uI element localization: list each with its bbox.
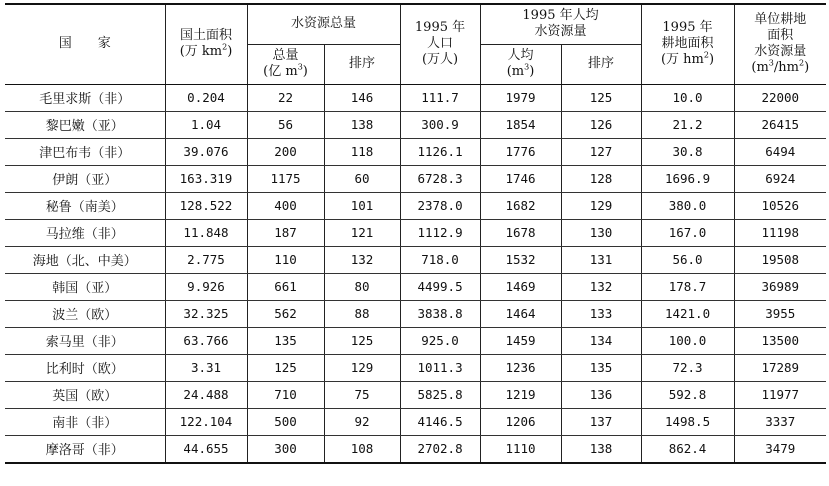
cell-per-capita: 1746: [480, 165, 561, 192]
cell-per-capita: 1459: [480, 327, 561, 354]
table-row: [5, 327, 826, 354]
cell-water-per-arable: 6494: [734, 138, 826, 165]
cell-water-per-arable: 13500: [734, 327, 826, 354]
header-country: [5, 4, 165, 84]
table-body: [5, 84, 826, 463]
header-population-line2: 人口: [427, 36, 454, 52]
cell-water-total: 200: [247, 138, 324, 165]
header-water-total-group-label: 水资源总量: [291, 16, 357, 32]
header-land-area-line2: [166, 44, 247, 60]
cell-land-area: 44.655: [165, 435, 247, 463]
header-unit-hm: /hm: [773, 60, 799, 76]
cell-country: 南非（非）: [5, 408, 165, 435]
header-per-capita-rank: [561, 44, 641, 84]
cell-water-rank: 75: [324, 381, 400, 408]
header-unit-line4: [735, 60, 827, 76]
cell-per-capita-rank: 125: [561, 84, 641, 111]
cell-water-rank: 121: [324, 219, 400, 246]
cell-water-total: 125: [247, 354, 324, 381]
table-row: [5, 408, 826, 435]
cell-land-area: 11.848: [165, 219, 247, 246]
cell-arable: 592.8: [641, 381, 734, 408]
cell-population: 1112.9: [400, 219, 480, 246]
cell-water-total: 22: [247, 84, 324, 111]
cell-arable: 178.7: [641, 273, 734, 300]
cell-per-capita-rank: 137: [561, 408, 641, 435]
table-row: [5, 381, 826, 408]
cell-population: 4146.5: [400, 408, 480, 435]
cell-water-total: 135: [247, 327, 324, 354]
header-water-per-arable: [734, 4, 826, 84]
header-country-label: 国 家: [58, 36, 111, 52]
cell-water-total: 1175: [247, 165, 324, 192]
header-arable-close: ): [708, 52, 715, 68]
cell-water-rank: 92: [324, 408, 400, 435]
cell-water-per-arable: 19508: [734, 246, 826, 273]
header-unit-line2: 面积: [767, 28, 794, 44]
cell-land-area: 163.319: [165, 165, 247, 192]
cell-country: 津巴布韦（非）: [5, 138, 165, 165]
cell-water-total: 500: [247, 408, 324, 435]
header-per-capita-amount-sup: 3: [524, 62, 530, 72]
header-land-area: [165, 4, 247, 84]
cell-population: 4499.5: [400, 273, 480, 300]
cell-country: 摩洛哥（非）: [5, 435, 165, 463]
cell-per-capita: 1110: [480, 435, 561, 463]
header-unit-sup2: 2: [798, 58, 805, 68]
header-unit-m: (m: [751, 60, 769, 76]
cell-population: 1126.1: [400, 138, 480, 165]
header-water-total-amount-sup: 3: [297, 62, 303, 72]
cell-country: 海地（北、中美）: [5, 246, 165, 273]
cell-country: 毛里求斯（非）: [5, 84, 165, 111]
cell-water-rank: 138: [324, 111, 400, 138]
header-per-capita-amount-line1: 人均: [507, 48, 534, 63]
cell-water-rank: 80: [324, 273, 400, 300]
cell-water-rank: 101: [324, 192, 400, 219]
header-per-capita-group: [480, 4, 641, 44]
cell-land-area: 32.325: [165, 300, 247, 327]
cell-land-area: 9.926: [165, 273, 247, 300]
header-unit-line3: 水资源量: [754, 44, 807, 60]
table-row: [5, 300, 826, 327]
cell-arable: 1696.9: [641, 165, 734, 192]
cell-per-capita: 1979: [480, 84, 561, 111]
cell-per-capita: 1532: [480, 246, 561, 273]
cell-population: 2378.0: [400, 192, 480, 219]
table-row: [5, 435, 826, 463]
cell-population: 2702.8: [400, 435, 480, 463]
cell-population: 300.9: [400, 111, 480, 138]
cell-land-area: 122.104: [165, 408, 247, 435]
table-row: [5, 111, 826, 138]
header-land-area-close: ): [227, 44, 233, 60]
cell-water-per-arable: 6924: [734, 165, 826, 192]
cell-water-rank: 118: [324, 138, 400, 165]
cell-water-total: 562: [247, 300, 324, 327]
cell-land-area: 1.04: [165, 111, 247, 138]
header-arable-line2: 耕地面积: [661, 36, 714, 52]
header-water-total-rank-label: 排序: [349, 56, 376, 71]
cell-arable: 56.0: [641, 246, 734, 273]
cell-land-area: 128.522: [165, 192, 247, 219]
table-row: [5, 192, 826, 219]
cell-land-area: 24.488: [165, 381, 247, 408]
header-per-capita-amount-line2: [481, 64, 561, 80]
cell-water-rank: 146: [324, 84, 400, 111]
cell-water-per-arable: 11198: [734, 219, 826, 246]
header-per-capita-group-line2: 水资源量: [534, 24, 587, 40]
cell-per-capita: 1854: [480, 111, 561, 138]
header-arable-sup: 2: [703, 50, 709, 60]
cell-population: 3838.8: [400, 300, 480, 327]
header-land-area-line1: 国土面积: [179, 28, 232, 44]
header-unit-line1: 单位耕地: [754, 12, 807, 28]
cell-per-capita-rank: 127: [561, 138, 641, 165]
cell-water-per-arable: 26415: [734, 111, 826, 138]
cell-water-total: 710: [247, 381, 324, 408]
cell-land-area: 0.204: [165, 84, 247, 111]
header-water-total-group: [247, 4, 400, 44]
table-row: [5, 273, 826, 300]
header-arable-line1: 1995 年: [662, 20, 713, 36]
header-population-line3: (万人): [421, 52, 459, 68]
cell-water-rank: 108: [324, 435, 400, 463]
cell-per-capita-rank: 129: [561, 192, 641, 219]
header-per-capita-rank-label: 排序: [588, 56, 615, 71]
cell-arable: 167.0: [641, 219, 734, 246]
cell-country: 韩国（亚）: [5, 273, 165, 300]
cell-water-total: 300: [247, 435, 324, 463]
cell-population: 718.0: [400, 246, 480, 273]
header-water-total-rank: [324, 44, 400, 84]
cell-water-total: 400: [247, 192, 324, 219]
cell-population: 6728.3: [400, 165, 480, 192]
cell-land-area: 2.775: [165, 246, 247, 273]
table-row: [5, 84, 826, 111]
cell-population: 925.0: [400, 327, 480, 354]
cell-water-rank: 125: [324, 327, 400, 354]
cell-per-capita: 1206: [480, 408, 561, 435]
header-unit-sup1: 3: [768, 58, 774, 68]
cell-arable: 1421.0: [641, 300, 734, 327]
cell-country: 波兰（欧）: [5, 300, 165, 327]
header-land-area-unit: (万 km: [179, 44, 223, 60]
cell-arable: 72.3: [641, 354, 734, 381]
cell-per-capita-rank: 133: [561, 300, 641, 327]
header-water-total-amount-close: ): [302, 64, 308, 79]
cell-arable: 1498.5: [641, 408, 734, 435]
cell-arable: 380.0: [641, 192, 734, 219]
header-water-total-amount-line1: 总量: [272, 48, 299, 63]
table-row: [5, 354, 826, 381]
cell-country: 索马里（非）: [5, 327, 165, 354]
water-resources-table: [5, 3, 826, 464]
header-population-1995: [400, 4, 480, 84]
cell-water-per-arable: 3337: [734, 408, 826, 435]
cell-per-capita-rank: 126: [561, 111, 641, 138]
cell-water-per-arable: 36989: [734, 273, 826, 300]
cell-country: 秘鲁（南美）: [5, 192, 165, 219]
header-arable-area: [641, 4, 734, 84]
cell-population: 1011.3: [400, 354, 480, 381]
table-row: [5, 165, 826, 192]
cell-water-per-arable: 11977: [734, 381, 826, 408]
header-per-capita-amount: [480, 44, 561, 84]
table-row: [5, 138, 826, 165]
cell-population: 5825.8: [400, 381, 480, 408]
cell-land-area: 3.31: [165, 354, 247, 381]
cell-arable: 21.2: [641, 111, 734, 138]
cell-water-rank: 60: [324, 165, 400, 192]
header-water-total-amount: [247, 44, 324, 84]
cell-population: 111.7: [400, 84, 480, 111]
cell-water-per-arable: 3955: [734, 300, 826, 327]
cell-water-per-arable: 22000: [734, 84, 826, 111]
cell-water-total: 56: [247, 111, 324, 138]
header-water-total-amount-unit: (亿 m: [263, 64, 298, 79]
table-row: [5, 219, 826, 246]
cell-per-capita: 1682: [480, 192, 561, 219]
cell-water-per-arable: 3479: [734, 435, 826, 463]
cell-water-rank: 132: [324, 246, 400, 273]
cell-water-per-arable: 10526: [734, 192, 826, 219]
cell-per-capita-rank: 136: [561, 381, 641, 408]
cell-country: 马拉维（非）: [5, 219, 165, 246]
header-per-capita-amount-close: ): [529, 64, 535, 79]
table-row: [5, 246, 826, 273]
cell-per-capita: 1776: [480, 138, 561, 165]
cell-water-per-arable: 17289: [734, 354, 826, 381]
header-unit-close: ): [804, 60, 810, 76]
cell-country: 比利时（欧）: [5, 354, 165, 381]
header-population-line1: 1995 年: [414, 20, 466, 36]
cell-per-capita-rank: 138: [561, 435, 641, 463]
header-water-total-amount-line2: [248, 64, 324, 80]
cell-arable: 862.4: [641, 435, 734, 463]
cell-per-capita-rank: 134: [561, 327, 641, 354]
header-land-area-sup: 2: [222, 42, 228, 52]
header-per-capita-group-line1: 1995 年人均: [522, 8, 599, 24]
cell-per-capita: 1236: [480, 354, 561, 381]
header-arable-unit: (万 hm: [660, 52, 704, 68]
cell-water-total: 661: [247, 273, 324, 300]
header-per-capita-amount-unit: (m: [506, 64, 525, 79]
cell-arable: 10.0: [641, 84, 734, 111]
cell-arable: 30.8: [641, 138, 734, 165]
cell-per-capita: 1678: [480, 219, 561, 246]
cell-per-capita-rank: 135: [561, 354, 641, 381]
cell-country: 黎巴嫩（亚）: [5, 111, 165, 138]
cell-per-capita: 1469: [480, 273, 561, 300]
cell-country: 伊朗（亚）: [5, 165, 165, 192]
cell-per-capita-rank: 130: [561, 219, 641, 246]
cell-land-area: 39.076: [165, 138, 247, 165]
cell-country: 英国（欧）: [5, 381, 165, 408]
cell-water-total: 187: [247, 219, 324, 246]
cell-water-rank: 88: [324, 300, 400, 327]
cell-per-capita: 1464: [480, 300, 561, 327]
cell-per-capita-rank: 128: [561, 165, 641, 192]
cell-water-total: 110: [247, 246, 324, 273]
cell-per-capita-rank: 131: [561, 246, 641, 273]
cell-land-area: 63.766: [165, 327, 247, 354]
cell-water-rank: 129: [324, 354, 400, 381]
cell-arable: 100.0: [641, 327, 734, 354]
cell-per-capita: 1219: [480, 381, 561, 408]
header-arable-line3: [642, 52, 734, 68]
cell-per-capita-rank: 132: [561, 273, 641, 300]
